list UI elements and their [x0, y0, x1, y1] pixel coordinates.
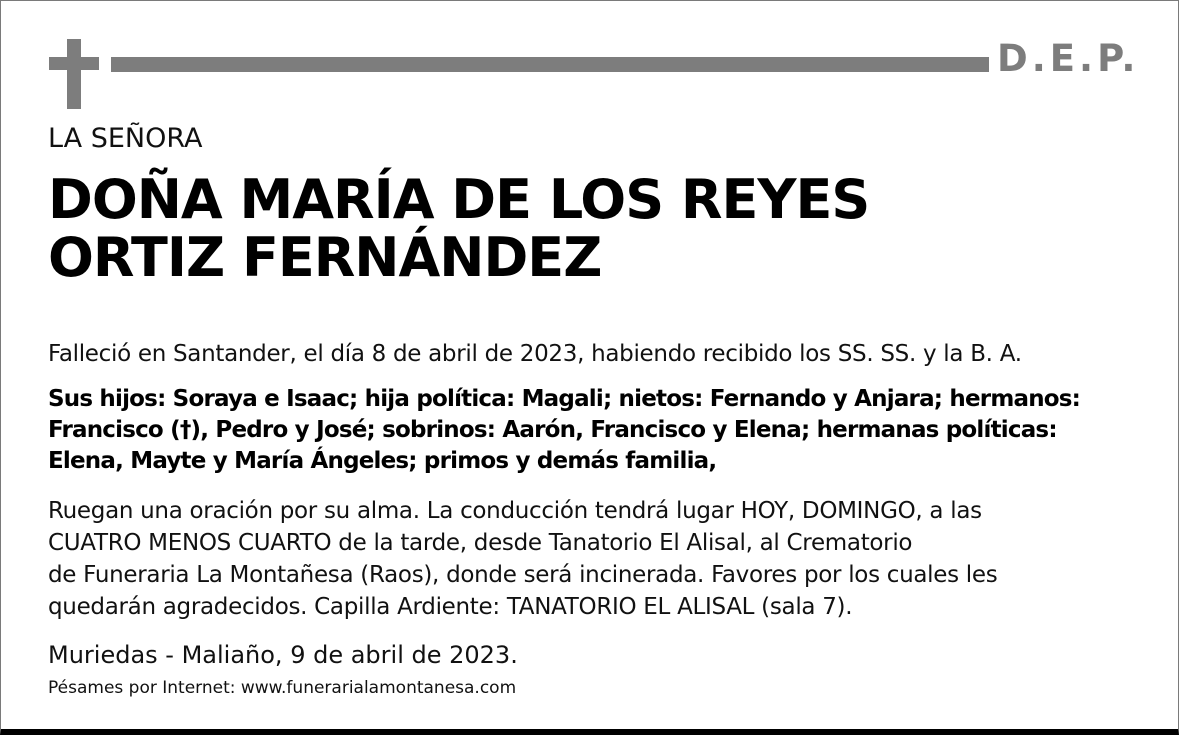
cross-icon: [49, 39, 99, 109]
funeral-line-2: CUATRO MENOS CUARTO de la tarde, desde Tanatorio El Alisal, al Crematorio: [48, 530, 913, 556]
name-line-1: DOÑA MARÍA DE LOS REYES: [48, 168, 870, 231]
deceased-name: [48, 168, 870, 289]
name-line-2: ORTIZ FERNÁNDEZ: [48, 226, 602, 289]
family-list: [48, 384, 1118, 477]
death-notice: Falleció en Santander, el día 8 de abril de 2023, habiendo recibido los SS. SS. y la B. A.: [48, 341, 1022, 367]
funeral-line-3: de Funeraria La Montañesa (Raos), donde será incinerada. Favores por los cuales les: [48, 562, 998, 588]
header-rule: [111, 57, 989, 72]
funeral-line-1: Ruegan una oración por su alma. La conducción tendrá lugar HOY, DOMINGO, a las: [48, 498, 982, 524]
honorific: LA SEÑORA: [48, 123, 203, 154]
place-date: Muriedas - Maliaño, 9 de abril de 2023.: [48, 641, 518, 669]
dep-label: D.E.P.: [997, 37, 1140, 80]
condolences-link: Pésames por Internet: www.funerarialamontanesa.com: [48, 678, 517, 698]
cross-horizontal-bar: [49, 57, 99, 70]
funeral-line-4: quedarán agradecidos. Capilla Ardiente: TANATORIO EL ALISAL (sala 7).: [48, 594, 853, 620]
family-line-2: Francisco (†), Pedro y José; sobrinos: Aarón, Francisco y Elena; hermanas políticas:: [48, 417, 1057, 443]
cross-vertical-bar: [67, 39, 81, 109]
funeral-details: [48, 495, 1138, 623]
family-line-3: Elena, Mayte y María Ángeles; primos y demás familia,: [48, 448, 717, 474]
family-line-1: Sus hijos: Soraya e Isaac; hija política: Magali; nietos: Fernando y Anjara; hermanos:: [48, 386, 1081, 412]
